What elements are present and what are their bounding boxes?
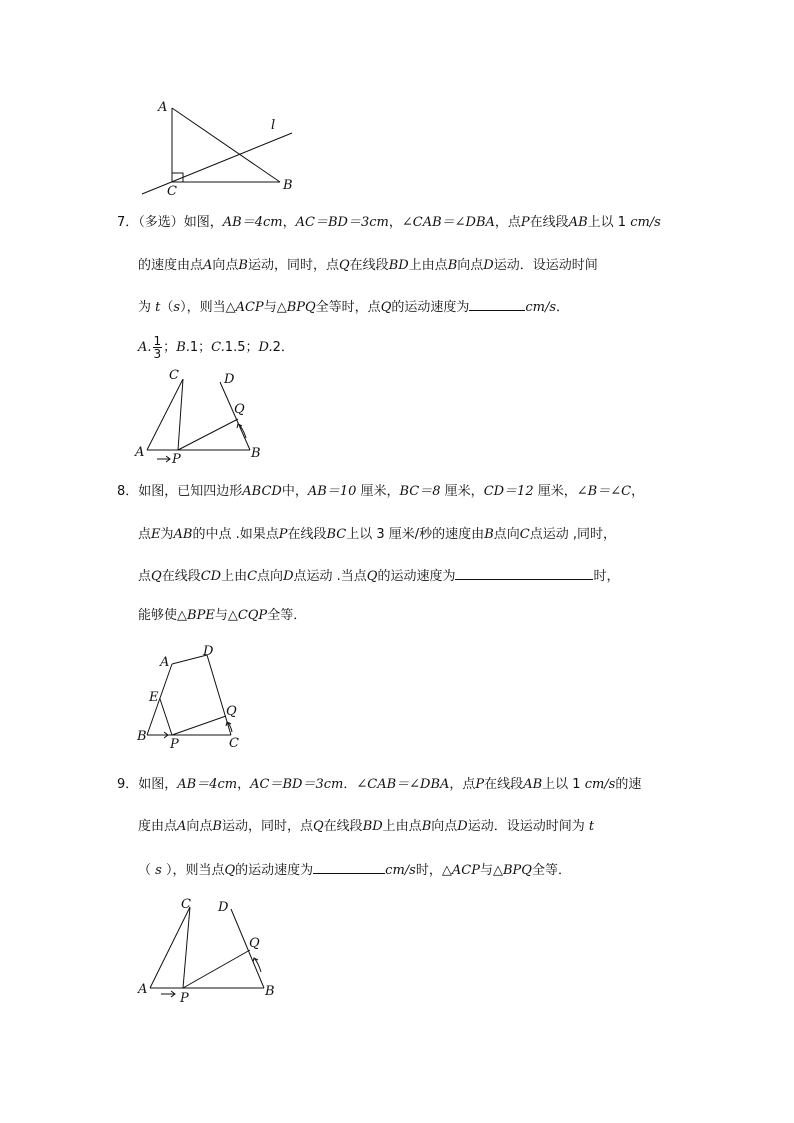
math: ∠CAB＝∠DBA	[356, 777, 450, 792]
math: P	[475, 777, 485, 792]
math: E	[151, 527, 161, 542]
math: Q	[380, 300, 392, 315]
label-B: B	[251, 446, 261, 461]
q7-line-2	[138, 257, 598, 275]
segment-CP	[178, 379, 183, 450]
answer-blank[interactable]	[455, 566, 593, 580]
math: Q	[224, 863, 236, 878]
label-A: A	[135, 445, 145, 460]
answer-blank[interactable]	[313, 860, 385, 874]
text: 的速	[615, 777, 642, 792]
label-C: C	[167, 184, 177, 199]
separator: ；	[245, 340, 259, 355]
text: 点向	[493, 527, 520, 542]
option-a-label: A.	[138, 340, 152, 355]
q8-diagram	[130, 642, 260, 752]
label-B: B	[137, 729, 147, 744]
math: AB＝4cm	[222, 215, 283, 230]
text: ，	[631, 484, 645, 499]
math: B	[421, 819, 432, 834]
text: 上以 3 厘米/秒的速度由	[346, 527, 485, 542]
text: 在线段	[323, 819, 363, 834]
math: Q	[151, 569, 162, 584]
label-P: P	[170, 737, 179, 752]
text: （多选）如图，	[138, 215, 223, 230]
label-B: B	[265, 984, 275, 999]
math: D	[283, 569, 294, 584]
text: 运动，同时，点	[221, 819, 313, 834]
separator: ；	[163, 340, 177, 355]
figure-q9	[130, 892, 290, 1010]
text: ，	[282, 215, 296, 230]
math: D	[457, 819, 468, 834]
math: C	[247, 569, 258, 584]
text: 向点	[431, 819, 458, 834]
math: ∠B＝∠C	[576, 484, 632, 499]
text: 全等时，点	[315, 300, 381, 315]
math: A	[177, 819, 187, 834]
math: BD	[388, 258, 409, 273]
math: P	[520, 215, 530, 230]
math: B	[212, 819, 222, 834]
math: B	[484, 527, 494, 542]
math: Q	[366, 569, 378, 584]
label-Q: Q	[249, 936, 260, 951]
math: AC＝BD＝3cm	[250, 777, 344, 792]
text: 向点	[212, 258, 239, 273]
label-Q: Q	[226, 704, 237, 719]
q7-line-3	[138, 297, 569, 317]
text: 在线段	[349, 258, 389, 273]
label-Q: Q	[234, 402, 245, 417]
text: （	[160, 300, 174, 315]
text: ，	[237, 777, 251, 792]
text: ，点	[449, 777, 476, 792]
q7-options	[138, 335, 294, 361]
option-b-value: 1	[189, 340, 199, 355]
answer-blank[interactable]	[469, 297, 525, 311]
text: 如图，已知四边形	[138, 484, 243, 499]
question-number: 9．	[117, 777, 139, 792]
fraction-denominator: 3	[153, 347, 162, 361]
math: △BPQ	[492, 863, 532, 878]
text: 全等．	[531, 863, 571, 878]
figure-right-triangle	[130, 95, 310, 200]
text: 点	[138, 527, 152, 542]
text: 上以 1	[587, 215, 627, 230]
math: cm/s	[525, 300, 557, 315]
label-C: C	[181, 897, 191, 912]
text: 为	[138, 300, 152, 315]
math: C	[519, 527, 530, 542]
math: cm/s	[630, 215, 661, 230]
text: 点	[138, 569, 152, 584]
label-C: C	[229, 736, 239, 751]
option-d-label: D.	[258, 340, 273, 355]
text: 厘米，	[360, 484, 400, 499]
text: 为	[160, 527, 174, 542]
label-A: A	[160, 655, 170, 670]
q7-line-1	[117, 214, 661, 232]
math: t	[155, 300, 161, 315]
label-D: D	[218, 900, 229, 915]
segment-PQ	[178, 419, 238, 450]
math: AB	[523, 777, 543, 792]
text: 点向	[257, 569, 284, 584]
text: ），则当点	[165, 863, 225, 878]
text: 在线段	[161, 569, 201, 584]
segment-AC	[147, 379, 183, 450]
text: 的中点 .如果点	[192, 527, 279, 542]
text: 能够使	[138, 608, 178, 623]
text: 与	[214, 608, 228, 623]
option-c-value: 1.5	[224, 340, 246, 355]
text: 运动．设运动时间	[493, 258, 598, 273]
math: s	[173, 300, 181, 315]
text: 在线段	[484, 777, 524, 792]
text: ，	[388, 215, 402, 230]
label-B: B	[283, 178, 293, 193]
math: △BPE	[177, 608, 215, 623]
math: △BPQ	[276, 300, 316, 315]
text: 与	[263, 300, 277, 315]
question-number: 8．	[117, 484, 139, 499]
math: BD	[362, 819, 383, 834]
label-A: A	[158, 100, 168, 115]
math: cm/s	[385, 863, 416, 878]
q9-diagram	[130, 892, 290, 1010]
math: ABCD	[242, 484, 282, 499]
text: ．	[343, 777, 357, 792]
label-P: P	[180, 991, 189, 1006]
math: cm/s	[584, 777, 616, 792]
math: Q	[313, 819, 324, 834]
q9-line-1	[117, 776, 641, 794]
text: 上以 1	[542, 777, 581, 792]
text: 运动，同时，点	[247, 258, 339, 273]
q8-line-2	[138, 526, 616, 544]
q8-line-3	[138, 566, 619, 586]
text: 厘米，	[444, 484, 484, 499]
math: AB	[173, 527, 193, 542]
text: 中，	[281, 484, 308, 499]
fraction-numerator: 1	[153, 334, 162, 348]
text: 的运动速度为	[391, 300, 470, 315]
text: 向点	[457, 258, 484, 273]
math: P	[278, 527, 288, 542]
label-l: l	[271, 118, 276, 133]
segment-EP	[160, 699, 172, 735]
text: 与	[479, 863, 493, 878]
segment-AD	[172, 655, 207, 664]
text: 厘米，	[537, 484, 577, 499]
segment-PQ	[172, 716, 226, 735]
segment-PQ	[183, 950, 250, 988]
text: 在线段	[529, 215, 569, 230]
text: 时，	[415, 863, 442, 878]
label-E: E	[149, 690, 159, 705]
math: ∠CAB＝∠DBA	[401, 215, 495, 230]
text: 的速度由点	[138, 258, 204, 273]
separator: ；	[198, 340, 212, 355]
option-c-label: C.	[211, 340, 225, 355]
text: 向点	[186, 819, 213, 834]
math: CD＝12	[483, 484, 534, 499]
text: 的运动速度为	[377, 569, 456, 584]
text: 度由点	[138, 819, 178, 834]
math: AC＝BD＝3cm	[295, 215, 389, 230]
text: 的运动速度为	[235, 863, 314, 878]
label-A: A	[138, 982, 148, 997]
math: t	[588, 819, 595, 834]
math: △ACP	[441, 863, 480, 878]
math: B	[447, 258, 458, 273]
option-b-label: B.	[176, 340, 190, 355]
right-triangle-diagram	[130, 95, 310, 200]
math: Q	[339, 258, 350, 273]
math: A	[203, 258, 213, 273]
line-l	[142, 133, 292, 194]
math: AB	[568, 215, 588, 230]
label-D: D	[224, 372, 235, 387]
text: 上由点	[408, 258, 448, 273]
text: 上由	[221, 569, 248, 584]
q9-line-3	[138, 860, 571, 880]
math: B	[238, 258, 248, 273]
q9-line-2	[138, 818, 594, 836]
option-d-value: 2	[272, 340, 281, 355]
math: △CQP	[227, 608, 268, 623]
text: 点运动 .当点	[293, 569, 367, 584]
text: 上由点	[382, 819, 422, 834]
text: 时，	[593, 569, 620, 584]
text: 如图，	[138, 777, 178, 792]
figure-q7	[130, 364, 270, 468]
text: ），则当	[180, 300, 226, 315]
q7-diagram	[130, 364, 270, 468]
q8-line-4	[138, 607, 306, 625]
label-C: C	[169, 368, 179, 383]
q8-line-1	[117, 483, 644, 501]
label-D: D	[203, 644, 214, 659]
text: 全等．	[267, 608, 307, 623]
text: ，点	[494, 215, 521, 230]
text: ．	[556, 300, 570, 315]
text: ．	[280, 340, 294, 355]
math: AB＝10	[307, 484, 357, 499]
fraction-one-third	[153, 335, 163, 360]
text: （	[138, 863, 152, 878]
math: △ACP	[225, 300, 264, 315]
math: AB＝4cm	[177, 777, 238, 792]
question-number: 7．	[117, 215, 139, 230]
figure-q8	[130, 642, 260, 752]
math: s	[155, 863, 162, 878]
math: CD	[200, 569, 222, 584]
text: 在线段	[287, 527, 327, 542]
text: 运动．设运动时间为	[467, 819, 585, 834]
math: BC＝8	[399, 484, 441, 499]
text: 点运动 ,同时，	[529, 527, 616, 542]
math: BC	[326, 527, 347, 542]
label-P: P	[172, 452, 181, 467]
math: D	[483, 258, 494, 273]
